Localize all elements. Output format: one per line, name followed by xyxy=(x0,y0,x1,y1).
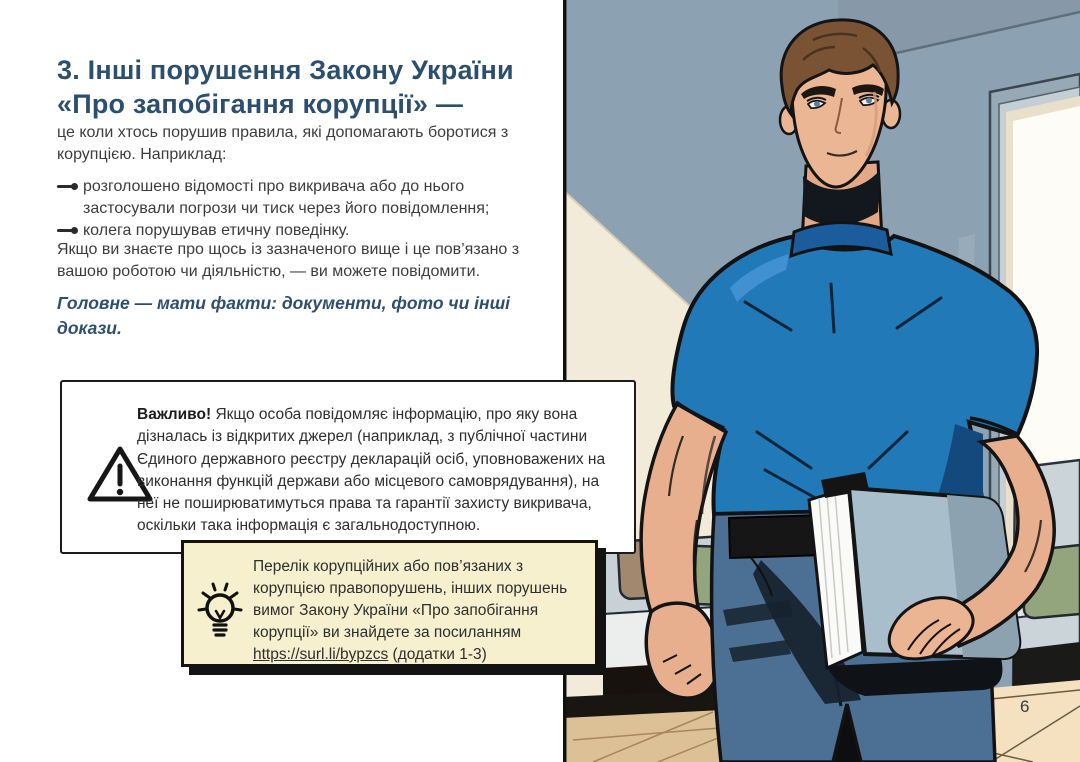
bullet-text: розголошено відомості про викривача або до нього застосували погрози чи тиск через його повідомлення; xyxy=(83,178,490,217)
tip-body-before: Перелік корупційних або пов’язаних з корупцією правопорушень, інших порушень вимог Закону України «Про запобігання корупції» ви знайдете за посиланням xyxy=(253,558,568,641)
page-title-line1: 3. Інші порушення Закону України xyxy=(57,55,514,85)
arrow-bullet-icon xyxy=(57,229,74,232)
tip-body-after: (додатки 1-3) xyxy=(388,646,487,663)
important-body: Якщо особа повідомляє інформацію, про яку вона дізналась із відкритих джерел (наприклад, з публічної частини Єдиного державного реєстру декларацій осіб, уповноважених на виконання функцій держави або місцевого самоврядування), на неї не поширюватимуться права та гарантії захисту викривача, оскільки така інформація є загальнодоступною. xyxy=(137,406,606,535)
list-item xyxy=(57,176,539,220)
tip-box xyxy=(181,540,598,667)
highlight-paragraph: Головне — мати факти: документи, фото чи інші докази. xyxy=(57,293,511,338)
intro-paragraph: це коли хтось порушив правила, які допомагають боротися з корупцією. Наприклад: xyxy=(57,124,509,163)
important-note-box xyxy=(60,380,636,554)
bullet-text: колега порушував етичну поведінку. xyxy=(83,222,350,239)
tip-text xyxy=(253,556,583,666)
important-label: Важливо! xyxy=(137,406,212,423)
body-paragraph: Якщо ви знаєте про щось із зазначеного вище і це пов’язано з вашою роботою чи діяльністю, — ви можете повідомити. xyxy=(57,241,520,280)
bullet-list xyxy=(57,176,539,242)
illustration-art xyxy=(563,0,1080,762)
arrow-bullet-icon xyxy=(57,185,74,188)
lightbulb-icon xyxy=(197,580,243,649)
page-title xyxy=(57,53,557,121)
illustration xyxy=(563,0,1080,762)
page-title-line2: «Про запобігання корупції» — xyxy=(57,89,464,119)
important-note-text xyxy=(137,404,617,538)
page-number: 6 xyxy=(1020,697,1030,716)
tip-link[interactable]: https://surl.li/bypzcs xyxy=(253,646,389,663)
